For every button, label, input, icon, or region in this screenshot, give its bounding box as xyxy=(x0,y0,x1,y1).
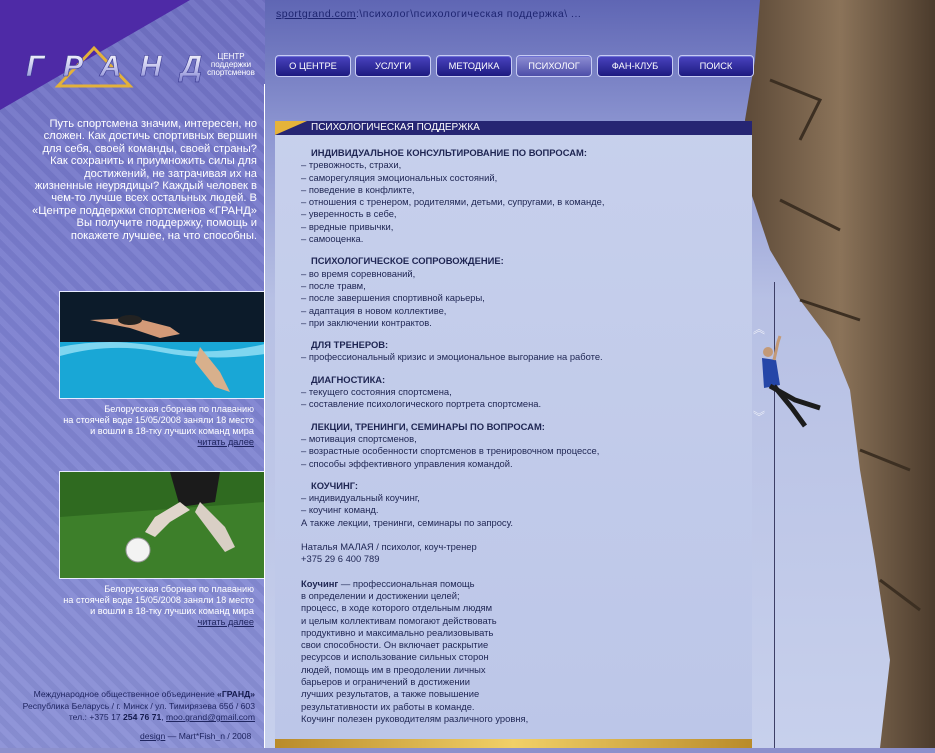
coaching-line: результативности их работы в команде. xyxy=(301,700,475,712)
footer-contacts xyxy=(6,689,255,724)
nav-services-button[interactable]: УСЛУГИ xyxy=(355,55,431,77)
coaching-paragraph xyxy=(301,578,741,726)
coaching-line: продуктивно и максимально реализовывать xyxy=(301,626,494,638)
nav-search-button[interactable]: ПОИСК xyxy=(678,55,754,77)
climber xyxy=(750,330,825,435)
coaching-line: барьеров и ограничений в достижении xyxy=(301,675,470,687)
nav-about-button[interactable]: О ЦЕНТРЕ xyxy=(275,55,351,77)
grand-logo-icon xyxy=(24,44,204,90)
section-heading: ДЛЯ ТРЕНЕРОВ: xyxy=(311,339,389,351)
list-item: – профессиональный кризис и эмоциональное выгорание на работе. xyxy=(301,351,603,363)
footer-phone: 254 76 71 xyxy=(123,712,162,722)
coaching-line: — профессиональная помощь xyxy=(338,577,475,589)
section-heading: ДИАГНОСТИКА: xyxy=(311,373,386,385)
content-text xyxy=(301,147,741,725)
coaching-line: процесс, в ходе которого отдельным людям xyxy=(301,602,493,614)
sidebar xyxy=(0,0,265,748)
section-heading: КОУЧИНГ: xyxy=(311,479,359,491)
list-item: – способы эффективного управления командой. xyxy=(301,457,513,469)
section-heading: ПСИХОЛОГИЧЕСКОЕ СОПРОВОЖДЕНИЕ: xyxy=(311,255,504,267)
breadcrumb-site-link[interactable]: sportgrand.com xyxy=(276,8,356,20)
coaching-line: Коучинг полезен руководителям различного уровня, xyxy=(301,712,529,724)
section-titlebar xyxy=(275,121,752,135)
list-item: – поведение в конфликте, xyxy=(301,183,415,195)
list-item: – вредные привычки, xyxy=(301,220,394,232)
list-item: А также лекции, тренинги, семинары по запросу. xyxy=(301,516,513,528)
design-credit-text: — Mart*Fish_n / 2008 xyxy=(165,731,252,741)
title-triangle-icon xyxy=(275,121,307,135)
list-item: – самооценка. xyxy=(301,233,364,245)
coaching-line: и целым коллективам помогают действовать xyxy=(301,614,497,626)
list-item: – после завершения спортивной карьеры, xyxy=(301,292,485,304)
logo[interactable] xyxy=(24,44,204,95)
footer-phone-prefix: тел.: +375 17 xyxy=(68,712,124,722)
list-item: – текущего состояния спортсмена, xyxy=(301,386,452,398)
footer-org-name: «ГРАНД» xyxy=(217,689,255,699)
list-item: – тревожность, страхи, xyxy=(301,159,402,171)
list-item: – составление психологического портрета спортсмена. xyxy=(301,398,542,410)
list-item: – индивидуальный коучинг, xyxy=(301,492,420,504)
news-caption-line: и вошли в 18-тку лучших команд мира xyxy=(90,426,254,436)
climber-icon xyxy=(750,330,825,430)
intro-text: Путь спортсмена значим, интересен, но сложен. Как достичь спортивных вершин для себя, своей команды, своей страны? Как сохранить и приумножить силы для достижений, не затрачивая их на жизненные неурядицы? Каждый человек в чем-то лучше всех остальных людей. В «Центре поддержки спортсменов «ГРАНД» Вы получите поддержку, помощь и покажете лучшее, на что способны. xyxy=(32,118,257,242)
svg-text:ГРАНД: ГРАНД xyxy=(26,50,202,83)
list-item: – во время соревнований, xyxy=(301,267,416,279)
section-heading: ЛЕКЦИИ, ТРЕНИНГИ, СЕМИНАРЫ ПО ВОПРОСАМ: xyxy=(311,420,545,432)
news-caption-line: на стоячей воде 15/05/2008 заняли 18 место xyxy=(63,415,254,425)
design-credit xyxy=(140,731,251,741)
list-item: – отношения с тренером, родителями, детьми, супругами, в команде, xyxy=(301,196,605,208)
news-caption-line: Белорусская сборная по плаванию xyxy=(104,404,254,414)
footer-separator: , xyxy=(161,712,167,722)
list-item: – уверенность в себе, xyxy=(301,208,397,220)
swimming-photo-icon xyxy=(60,292,265,398)
scroll-up-icon[interactable]: ︽ xyxy=(753,322,766,336)
breadcrumb-path: :\психолог\психологическая поддержка\ ... xyxy=(355,8,582,20)
contact-phone: +375 29 6 400 789 xyxy=(301,553,380,565)
news-image-football[interactable] xyxy=(59,471,266,579)
footer-org: Международное общественное объединение xyxy=(33,689,218,699)
bottom-gold-bar xyxy=(275,739,752,748)
football-photo-icon xyxy=(60,472,265,578)
content-panel xyxy=(275,121,752,748)
coaching-line: в определении и достижении целей; xyxy=(301,589,460,601)
section-heading: ИНДИВИДУАЛЬНОЕ КОНСУЛЬТИРОВАНИЕ ПО ВОПРОСАМ: xyxy=(311,147,587,158)
list-item: – мотивация спортсменов, xyxy=(301,432,417,444)
nav-psychologist-button[interactable]: ПСИХОЛОГ xyxy=(516,55,592,77)
coaching-line: людей, помощь им в преодолении личных xyxy=(301,663,486,675)
list-item: – возрастные особенности спортсменов в тренировочном процессе, xyxy=(301,445,600,457)
nav-fanclub-button[interactable]: ФАН-КЛУБ xyxy=(597,55,673,77)
news-caption-2 xyxy=(40,584,254,628)
read-more-link[interactable]: читать далее xyxy=(197,617,254,627)
scroll-down-icon[interactable]: ︾ xyxy=(753,410,766,424)
coaching-term: Коучинг xyxy=(301,577,339,589)
design-link[interactable]: design xyxy=(140,731,166,741)
news-caption-line: Белорусская сборная по плаванию xyxy=(104,584,254,594)
list-item: – саморегуляция эмоциональных состояний, xyxy=(301,171,498,183)
coaching-line: ресурсов и использование сильных сторон xyxy=(301,651,489,663)
section-title: ПСИХОЛОГИЧЕСКАЯ ПОДДЕРЖКА xyxy=(311,122,480,133)
list-item: – после травм, xyxy=(301,279,366,291)
nav-method-button[interactable]: МЕТОДИКА xyxy=(436,55,512,77)
coaching-line: лучших результатов, а также повышение xyxy=(301,688,480,700)
read-more-link[interactable]: читать далее xyxy=(197,437,254,447)
coaching-line: свои способности. Он включает раскрытие xyxy=(301,639,489,651)
footer-email-link[interactable]: moo.grand@gmail.com xyxy=(166,712,255,722)
list-item: – коучинг команд. xyxy=(301,504,379,516)
breadcrumb xyxy=(276,8,581,20)
news-caption-line: и вошли в 18-тку лучших команд мира xyxy=(90,606,254,616)
list-item: – адаптация в новом коллективе, xyxy=(301,304,447,316)
news-caption-line: на стоячей воде 15/05/2008 заняли 18 место xyxy=(63,595,254,605)
contact-name: Наталья МАЛАЯ / психолог, коуч-тренер xyxy=(301,541,477,553)
news-caption-1 xyxy=(40,404,254,448)
list-item: – при заключении контрактов. xyxy=(301,316,432,328)
news-image-swimming[interactable] xyxy=(59,291,266,399)
footer-address: Республика Беларусь / г. Минск / ул. Тимирязева 65б / 603 xyxy=(22,700,255,711)
logo-tagline: ЦЕНТР поддержки спортсменов xyxy=(207,52,255,77)
